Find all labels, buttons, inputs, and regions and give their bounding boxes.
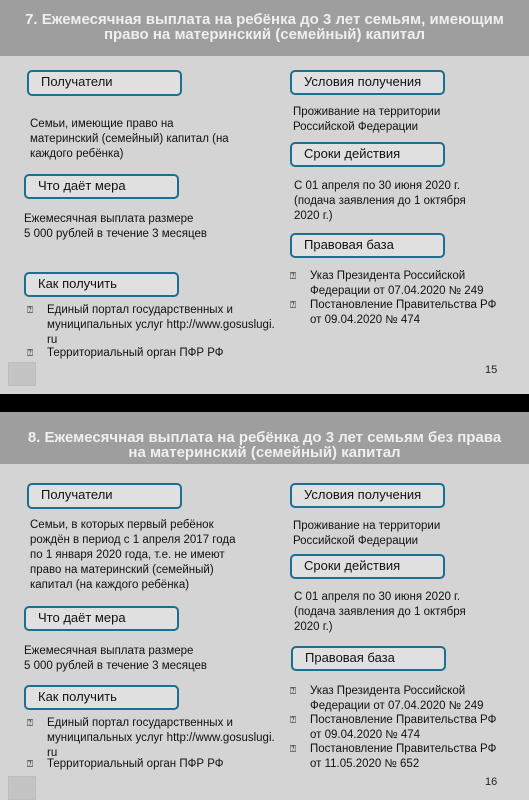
measure-text [24,644,207,674]
measure-box: Что даёт мера [24,174,179,199]
conditions-box: Условия получения [290,70,445,95]
page-number: 16 [485,776,498,788]
text-line: от 09.04.2020 № 474 [310,729,421,741]
slide-8 [0,412,529,800]
slide-7 [0,0,529,394]
text-line: от 11.05.2020 № 652 [310,758,420,770]
text-line: Ежемесячная выплата размере [24,213,194,225]
conditions-text [293,105,440,135]
text-line: Территориальный орган ПФР РФ [47,758,224,770]
text-line: Указ Президента Российской [310,270,466,282]
text-line: (подача заявления до 1 октября [294,195,466,207]
text-line: (подача заявления до 1 октября [294,606,466,618]
measure-box: Что даёт мера [24,606,179,631]
bullet-item [27,346,224,361]
slide-title [0,0,529,56]
text-line: Российской Федерации [293,535,419,547]
text-line: С 01 апреля по 30 июня 2020 г. [294,180,461,192]
bullet-marker: ⍰ [290,686,296,697]
title-line-2: право на материнский (семейный) капитал [103,26,426,43]
bullet-item [290,269,484,299]
legal-basis-box: Правовая база [290,233,445,258]
terms-box: Сроки действия [290,554,445,579]
text-line: 5 000 рублей в течение 3 месяцев [24,228,207,240]
bullet-item [27,303,275,348]
bullet-marker: ⍰ [27,759,33,770]
text-line: капитал (на каждого ребёнка) [30,579,190,591]
text-line: Ежемесячная выплата размере [24,645,194,657]
text-line: Федерации от 07.04.2020 № 249 [310,700,484,712]
recipients-text [30,518,235,593]
recipients-box: Получатели [27,483,182,509]
text-line: Территориальный орган ПФР РФ [47,347,224,359]
text-line: Единый портал государственных и [47,717,233,729]
text-line: Постановление Правительства РФ [310,743,497,755]
text-line: 2020 г.) [294,621,333,633]
text-line: Проживание на территории [293,520,441,532]
bullet-marker: ⍰ [27,718,33,729]
recipients-box: Получатели [27,70,182,96]
bullet-item [290,742,496,772]
text-line: Проживание на территории [293,106,441,118]
bullet-item [27,716,275,761]
text-line: Единый портал государственных и [47,304,233,316]
text-line: С 01 апреля по 30 июня 2020 г. [294,591,461,603]
bullet-item [27,757,224,772]
text-line: 5 000 рублей в течение 3 месяцев [24,660,207,672]
how-to-get-box: Как получить [24,685,179,710]
measure-text [24,212,207,242]
text-line: от 09.04.2020 № 474 [310,314,421,326]
text-line: муниципальных услуг http://www.gosuslugi. [47,732,275,744]
title-line-1: 7. Ежемесячная выплата на ребёнка до 3 лет семьям, имеющим [25,11,504,28]
slide-nav-button[interactable] [8,776,36,800]
title-line-2: на материнский (семейный) капитал [128,444,401,461]
text-line: по 1 января 2020 года, т.е. не имеют [30,549,225,561]
conditions-box: Условия получения [290,483,445,508]
conditions-text [293,519,440,549]
bullet-marker: ⍰ [290,300,296,311]
text-line: рождён в период с 1 апреля 2017 года [30,534,236,546]
bullet-marker: ⍰ [27,305,33,316]
text-line: Постановление Правительства РФ [310,299,497,311]
recipients-text [30,117,229,162]
bullet-marker: ⍰ [290,744,296,755]
terms-text [294,179,466,224]
text-line: ru [47,747,58,759]
bullet-item [290,298,496,328]
bullet-marker: ⍰ [290,715,296,726]
text-line: Семьи, имеющие право на [30,118,174,130]
legal-basis-box: Правовая база [291,646,446,671]
title-line-1: 8. Ежемесячная выплата на ребёнка до 3 лет семьям без права [27,429,502,446]
bullet-item [290,684,484,714]
text-line: Указ Президента Российской [310,685,466,697]
bullet-marker: ⍰ [290,271,296,282]
text-line: каждого ребёнка) [30,148,124,160]
text-line: ru [47,334,58,346]
terms-text [294,590,466,635]
text-line: Федерации от 07.04.2020 № 249 [310,285,484,297]
slide-title [0,412,529,464]
text-line: Постановление Правительства РФ [310,714,497,726]
bullet-marker: ⍰ [27,348,33,359]
text-line: Семьи, в которых первый ребёнок [30,519,214,531]
text-line: право на материнский (семейный) [30,564,214,576]
text-line: Российской Федерации [293,121,419,133]
text-line: муниципальных услуг http://www.gosuslugi. [47,319,275,331]
page-number: 15 [485,364,498,376]
text-line: 2020 г.) [294,210,333,222]
terms-box: Сроки действия [290,142,445,167]
how-to-get-box: Как получить [24,272,179,297]
text-line: материнский (семейный) капитал (на [30,133,229,145]
slide-nav-button[interactable] [8,362,36,386]
bullet-item [290,713,496,743]
